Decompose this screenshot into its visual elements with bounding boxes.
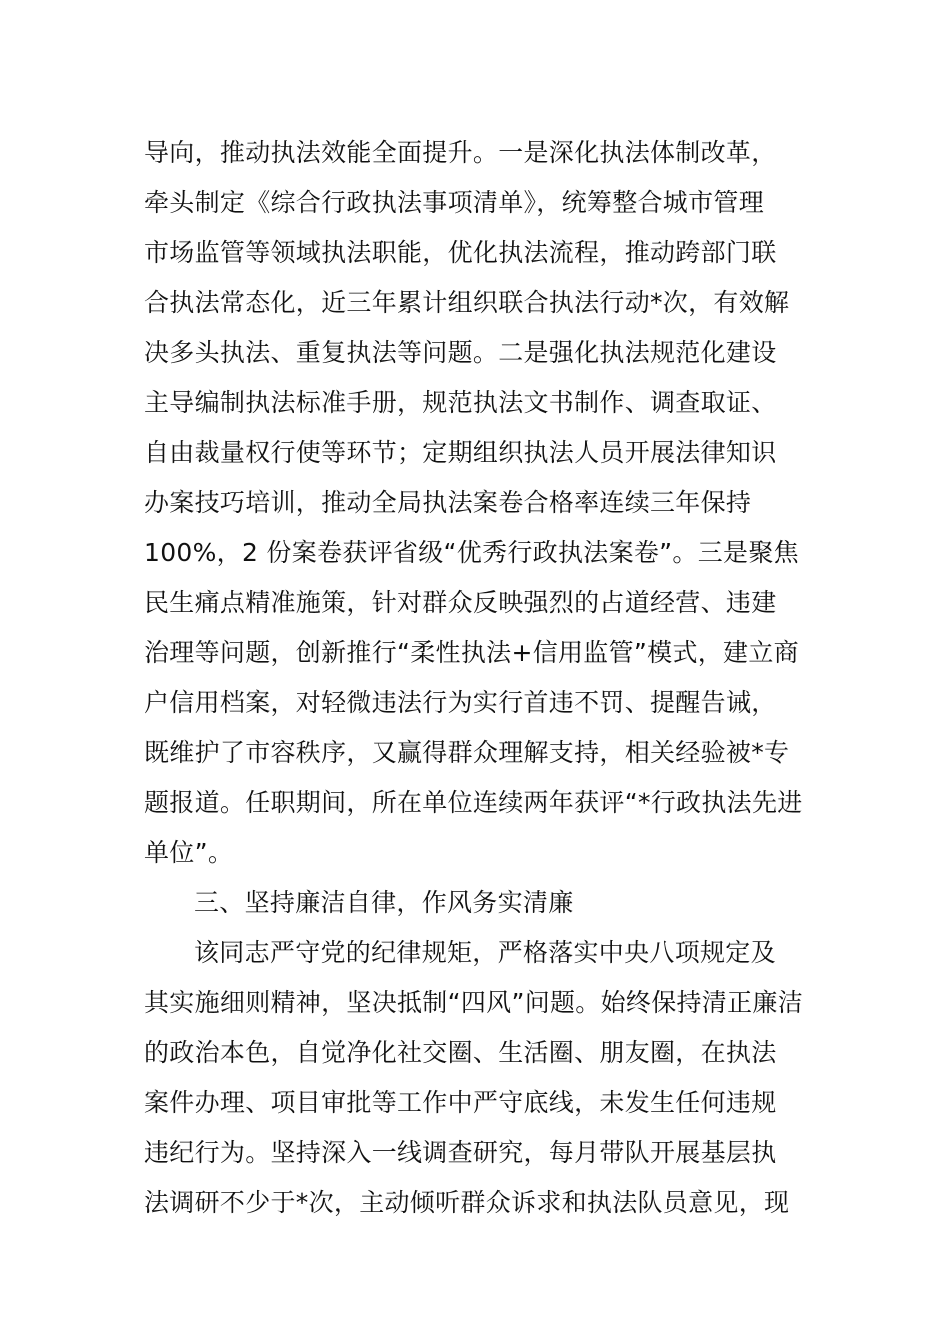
body-line: 单位”。 [144,838,234,867]
body-line: 自由裁量权行使等环节；定期组织执法人员开展法律知识 [144,438,777,467]
paragraph-first-line: 该同志严守党的纪律规矩，严格落实中央八项规定及 [194,938,776,967]
body-line: 题报道。任职期间，所在单位连续两年获评“*行政执法先进 [144,788,803,817]
body-line: 法调研不少于*次，主动倾听群众诉求和执法队员意见，现 [144,1188,790,1217]
body-line: 办案技巧培训，推动全局执法案卷合格率连续三年保持 [144,488,752,517]
body-line: 主导编制执法标准手册，规范执法文书制作、调查取证、 [144,388,777,417]
body-line: 户信用档案，对轻微违法行为实行首违不罚、提醒告诫， [144,688,777,717]
body-line: 民生痛点精准施策，针对群众反映强烈的占道经营、违建 [144,588,777,617]
body-line: 治理等问题，创新推行“柔性执法+信用监管”模式，建立商 [144,638,799,667]
body-line: 的政治本色，自觉净化社交圈、生活圈、朋友圈，在执法 [144,1038,777,1067]
document-body [144,128,814,1228]
body-line: 合执法常态化，近三年累计组织联合执法行动*次，有效解 [144,288,790,317]
body-line: 市场监管等领域执法职能，优化执法流程，推动跨部门联 [144,238,777,267]
body-line: 决多头执法、重复执法等问题。二是强化执法规范化建设 [144,338,777,367]
section-heading: 三、坚持廉洁自律，作风务实清廉 [194,888,574,917]
body-line: 既维护了市容秩序，又赢得群众理解支持，相关经验被*专 [144,738,790,767]
body-line: 其实施细则精神，坚决抵制“四风”问题。始终保持清正廉洁 [144,988,804,1017]
body-line: 案件办理、项目审批等工作中严守底线，未发生任何违规 [144,1088,777,1117]
body-line: 导向，推动执法效能全面提升。一是深化执法体制改革， [144,138,777,167]
body-line: 牵头制定《综合行政执法事项清单》，统筹整合城市管理 [144,188,765,217]
body-line: 100%，2 份案卷获评省级“优秀行政执法案卷”。三是聚焦 [144,538,799,567]
body-line: 违纪行为。坚持深入一线调查研究，每月带队开展基层执 [144,1138,777,1167]
